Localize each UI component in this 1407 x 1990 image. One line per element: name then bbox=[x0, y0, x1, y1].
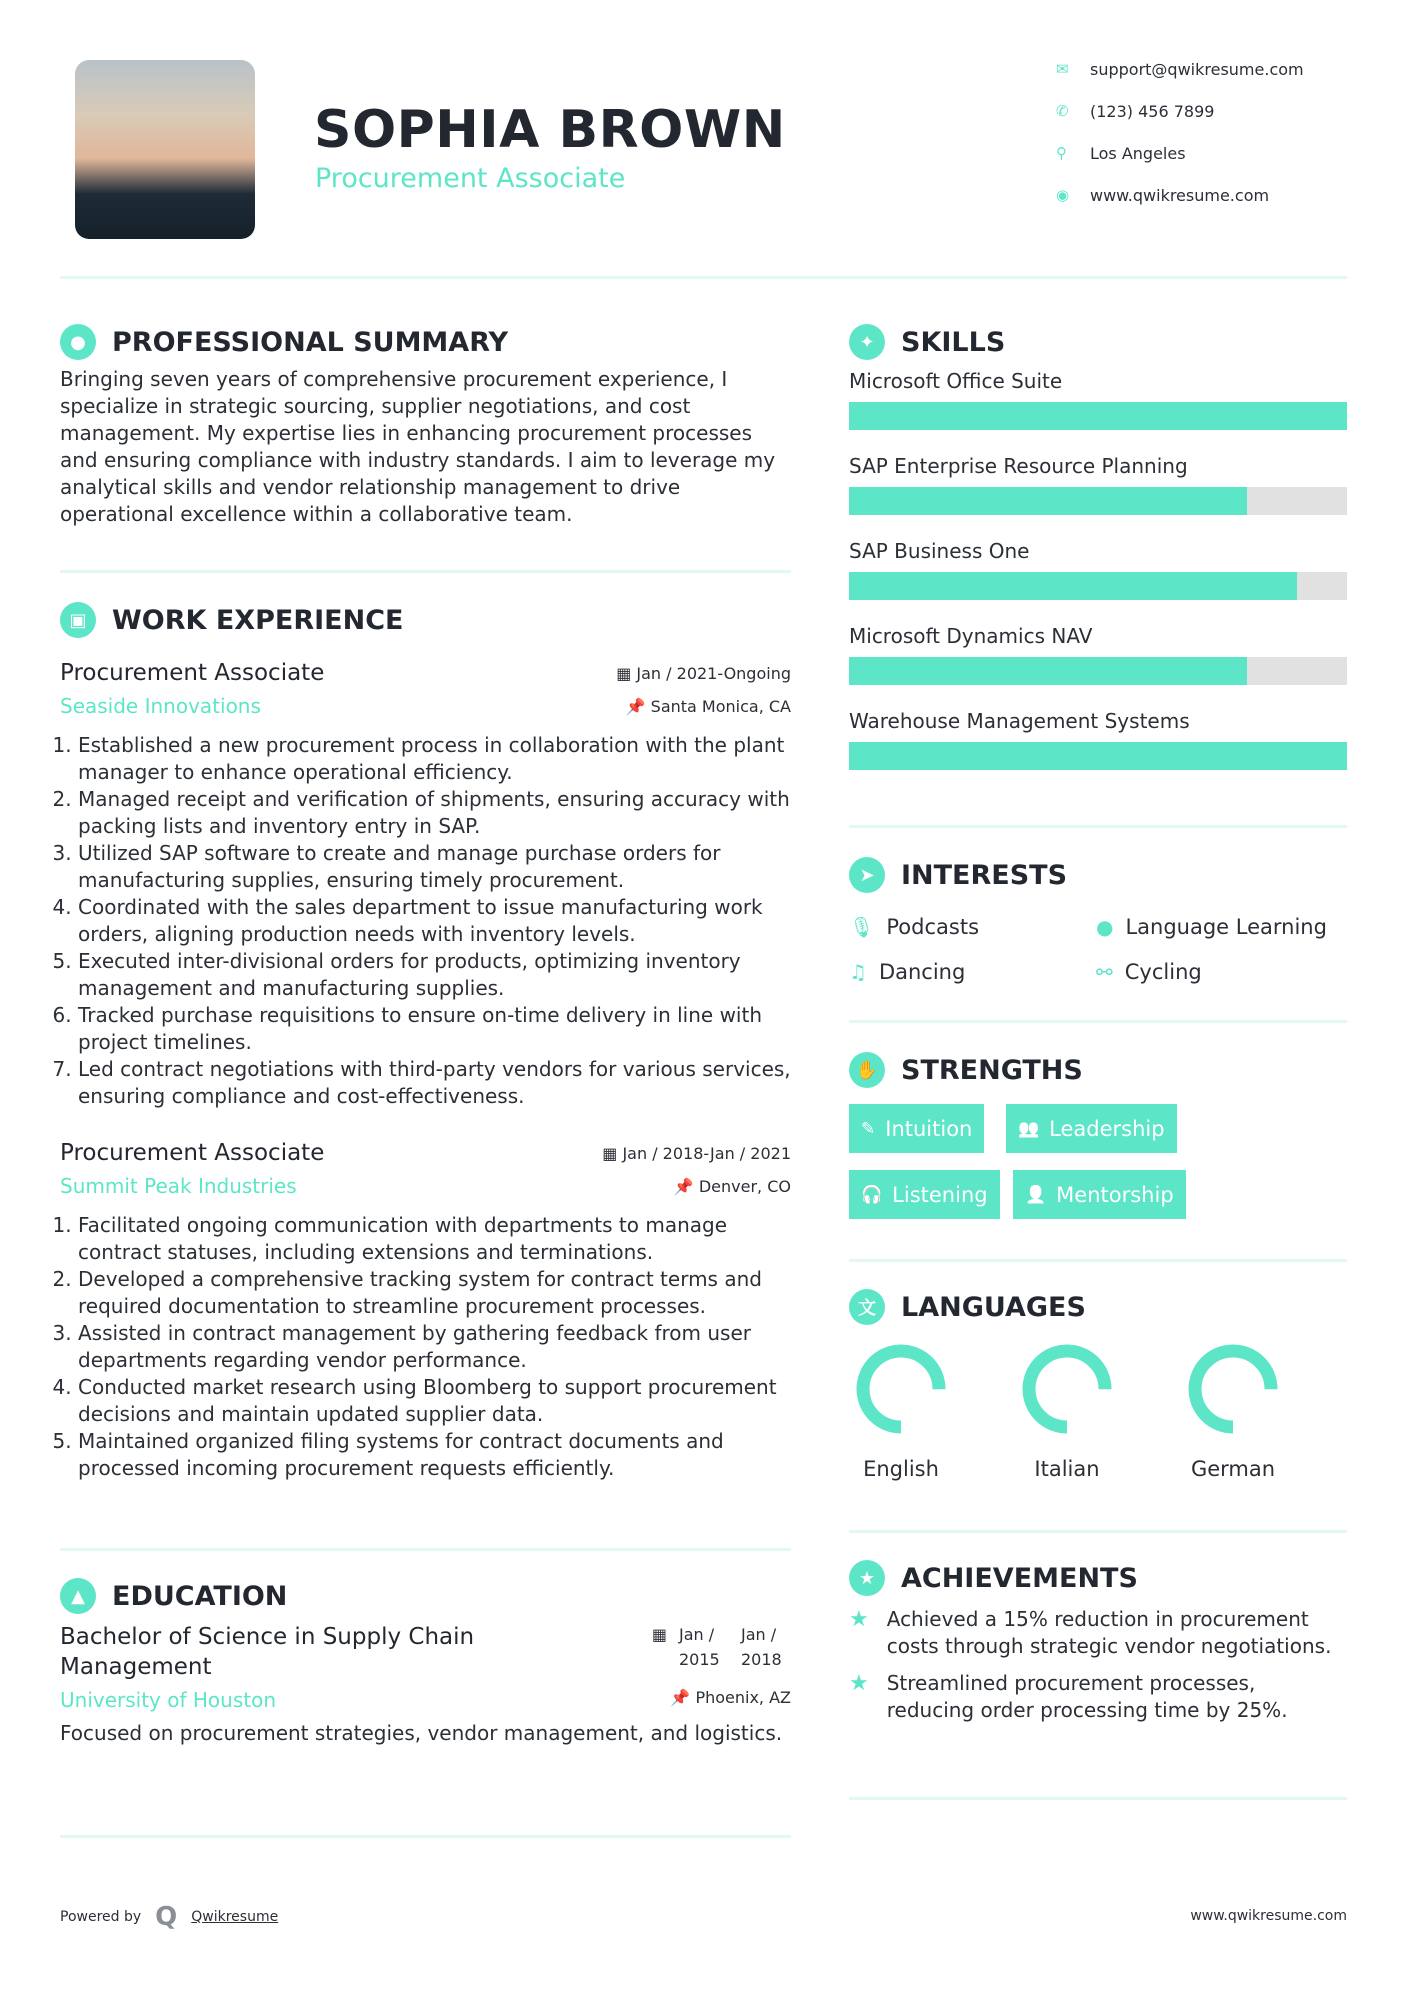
skill-item bbox=[849, 451, 1347, 515]
skill-bar bbox=[849, 402, 1347, 430]
job-location: Denver, CO bbox=[698, 1176, 791, 1196]
bicycle-icon: ⚯ bbox=[1096, 960, 1113, 984]
microphone-icon: 🎙 bbox=[849, 915, 875, 939]
company-name: Summit Peak Industries bbox=[60, 1174, 297, 1198]
languages-section bbox=[849, 1287, 1347, 1507]
skill-label: Warehouse Management Systems bbox=[849, 709, 1190, 733]
strength-label: Intuition bbox=[885, 1116, 973, 1141]
strength-chip bbox=[849, 1170, 1000, 1219]
footer-powered: Powered by Q Qwikresume bbox=[60, 1902, 279, 1932]
section-heading: PROFESSIONAL SUMMARY bbox=[112, 326, 509, 358]
duty-item: 4. Conducted market research using Bloomberg to support procurement decisions and maintain updated supplier data. bbox=[78, 1374, 791, 1428]
interests-section bbox=[849, 855, 1347, 995]
skill-item bbox=[849, 366, 1347, 430]
achievement-item bbox=[849, 1606, 1347, 1660]
language-ring bbox=[1017, 1339, 1117, 1439]
map-pin-icon: ⚲ bbox=[1056, 144, 1067, 162]
contact-website[interactable]: ◉ www.qwikresume.com bbox=[1056, 185, 1270, 205]
strengths-section bbox=[849, 1050, 1347, 1230]
divider bbox=[849, 825, 1347, 828]
duty-item: 2. Managed receipt and verification of shipments, ensuring accuracy with packing lists and inventory entry in SAP. bbox=[78, 786, 791, 840]
strength-chip bbox=[1006, 1104, 1177, 1153]
skill-bar-fill bbox=[849, 402, 1347, 430]
duty-item: 4. Coordinated with the sales department to issue manufacturing work orders, aligning production needs with inventory levels. bbox=[78, 894, 791, 948]
brand-link[interactable]: Qwikresume bbox=[191, 1909, 279, 1925]
strength-label: Listening bbox=[892, 1182, 988, 1207]
skill-item bbox=[849, 536, 1347, 600]
language-ring bbox=[851, 1339, 951, 1439]
language-label: Italian bbox=[1034, 1457, 1100, 1481]
globe-icon: ◉ bbox=[1056, 186, 1070, 204]
language-ring bbox=[1183, 1339, 1283, 1439]
interest-item bbox=[1096, 915, 1327, 939]
pin-icon: 📌 bbox=[673, 1176, 699, 1196]
duty-item: 3. Assisted in contract management by gathering feedback from user departments regarding vendor performance. bbox=[78, 1320, 791, 1374]
divider bbox=[849, 1530, 1347, 1533]
contact-email[interactable]: ✉ support@qwikresume.com bbox=[1056, 59, 1304, 79]
users-icon: 👥 bbox=[1018, 1118, 1040, 1139]
divider bbox=[60, 570, 791, 573]
skill-bar-fill bbox=[849, 572, 1297, 600]
pin-icon: 📌 bbox=[670, 1688, 696, 1707]
skill-bar bbox=[849, 742, 1347, 770]
briefcase-icon: ▣ bbox=[60, 602, 96, 638]
interest-label: Podcasts bbox=[886, 915, 980, 939]
edu-start: Jan / 2015 bbox=[679, 1625, 720, 1669]
language-label: German bbox=[1190, 1457, 1276, 1481]
envelope-icon: ✉ bbox=[1056, 60, 1069, 78]
globe-icon: ● bbox=[1096, 915, 1114, 939]
duty-item: 6. Tracked purchase requisitions to ensure on-time delivery in line with project timelines. bbox=[78, 1002, 791, 1056]
contact-list bbox=[1056, 48, 1356, 216]
duty-item: 3. Utilized SAP software to create and manage purchase orders for manufacturing supplies, ensuring timely procurement. bbox=[78, 840, 791, 894]
skill-bar bbox=[849, 657, 1347, 685]
star-icon: ★ bbox=[849, 1671, 869, 1696]
interest-item bbox=[1096, 960, 1202, 984]
summary-text: Bringing seven years of comprehensive procurement experience, I specialize in strategic sourcing, supplier negotiations, and cost management. My expertise lies in enhancing procurement processes and ensuring compliance with industry standards. I aim to leverage my analytical skills and vendor relationship management to drive operational excellence within a collaborative team. bbox=[60, 367, 776, 526]
skills-section bbox=[849, 322, 1347, 791]
language-icon: 文 bbox=[849, 1289, 885, 1325]
edu-end: Jan / 2018 bbox=[741, 1625, 782, 1669]
calendar-icon: ▦ bbox=[651, 1625, 667, 1644]
job-duties bbox=[60, 1212, 791, 1482]
achievement-text: Achieved a 15% reduction in procurement costs through strategic vendor negotiations. bbox=[886, 1607, 1332, 1658]
star-icon: ★ bbox=[849, 1607, 869, 1632]
language-ring-arc bbox=[863, 1351, 939, 1427]
experience-section bbox=[60, 600, 791, 1482]
headphones-icon: 🎧 bbox=[861, 1184, 883, 1205]
interest-item bbox=[849, 960, 965, 984]
skill-bar-fill bbox=[849, 657, 1247, 685]
phone-icon: ✆ bbox=[1056, 102, 1069, 120]
education-section bbox=[60, 1576, 791, 1747]
header-divider bbox=[60, 276, 1347, 279]
interest-label: Cycling bbox=[1124, 960, 1202, 984]
music-note-icon: ♫ bbox=[849, 960, 867, 984]
strength-label: Mentorship bbox=[1056, 1182, 1174, 1207]
degree: Bachelor of Science in Supply Chain Management bbox=[60, 1624, 475, 1680]
skill-bar-fill bbox=[849, 742, 1347, 770]
qwikresume-logo-icon: Q bbox=[155, 1902, 178, 1932]
language-ring-arc bbox=[1029, 1351, 1105, 1427]
duty-item: 1. Facilitated ongoing communication with departments to manage contract statuses, including extensions and terminations. bbox=[78, 1212, 791, 1266]
section-heading: LANGUAGES bbox=[901, 1291, 1086, 1323]
paper-plane-icon: ➤ bbox=[849, 857, 885, 893]
magic-wand-icon: ✎ bbox=[861, 1118, 876, 1139]
user-plus-icon: 👤 bbox=[1025, 1184, 1047, 1205]
skill-label: SAP Business One bbox=[849, 539, 1030, 563]
star-icon: ★ bbox=[849, 1560, 885, 1596]
section-heading: INTERESTS bbox=[901, 859, 1068, 891]
skill-label: Microsoft Office Suite bbox=[849, 369, 1063, 393]
job-title: Procurement Associate bbox=[60, 1140, 325, 1166]
divider bbox=[60, 1548, 791, 1551]
candidate-title: Procurement Associate bbox=[315, 163, 626, 194]
education-text: Focused on procurement strategies, vendor management, and logistics. bbox=[60, 1721, 783, 1745]
skill-item bbox=[849, 706, 1347, 770]
lightbulb-icon: ✦ bbox=[849, 324, 885, 360]
duty-item: 7. Led contract negotiations with third-party vendors for various services, ensuring compliance and cost-effectiveness. bbox=[78, 1056, 791, 1110]
job-date: Jan / 2021-Ongoing bbox=[636, 663, 791, 683]
strength-label: Leadership bbox=[1049, 1116, 1165, 1141]
section-heading: WORK EXPERIENCE bbox=[112, 604, 404, 636]
duty-item: 1. Established a new procurement process in collaboration with the plant manager to enhance operational efficiency. bbox=[78, 732, 791, 786]
section-heading: STRENGTHS bbox=[901, 1054, 1083, 1086]
graduation-icon: ▲ bbox=[60, 1578, 96, 1614]
footer-site[interactable]: www.qwikresume.com bbox=[1190, 1908, 1347, 1924]
duty-item: 5. Maintained organized filing systems for contract documents and processed incoming procurement requests efficiently. bbox=[78, 1428, 791, 1482]
summary-section bbox=[60, 322, 791, 528]
section-heading: ACHIEVEMENTS bbox=[901, 1562, 1138, 1594]
interest-item bbox=[849, 915, 979, 939]
section-heading: SKILLS bbox=[901, 326, 1006, 358]
pin-icon: 📌 bbox=[625, 696, 651, 716]
divider bbox=[849, 1259, 1347, 1262]
hand-icon: ✋ bbox=[849, 1052, 885, 1088]
strength-chip bbox=[1013, 1170, 1186, 1219]
job-entry bbox=[60, 660, 791, 1110]
section-heading: EDUCATION bbox=[112, 1580, 288, 1612]
job-date: Jan / 2018-Jan / 2021 bbox=[622, 1143, 791, 1163]
divider bbox=[849, 1020, 1347, 1023]
job-location: Santa Monica, CA bbox=[650, 696, 791, 716]
language-ring-arc bbox=[1195, 1351, 1271, 1427]
duty-item: 5. Executed inter-divisional orders for products, optimizing inventory management and manufacturing supplies. bbox=[78, 948, 791, 1002]
divider bbox=[849, 1797, 1347, 1800]
skill-label: SAP Enterprise Resource Planning bbox=[849, 454, 1188, 478]
skill-item bbox=[849, 621, 1347, 685]
user-icon: ● bbox=[60, 324, 96, 360]
school: University of Houston bbox=[60, 1688, 277, 1712]
duty-item: 2. Developed a comprehensive tracking system for contract terms and required documentation to streamline procurement processes. bbox=[78, 1266, 791, 1320]
divider bbox=[60, 1835, 791, 1838]
skill-label: Microsoft Dynamics NAV bbox=[849, 624, 1093, 648]
job-title: Procurement Associate bbox=[60, 660, 325, 686]
contact-phone[interactable]: ✆ (123) 456 7899 bbox=[1056, 101, 1215, 121]
candidate-name: SOPHIA BROWN bbox=[314, 100, 786, 160]
contact-location: ⚲ Los Angeles bbox=[1056, 143, 1186, 163]
skill-bar bbox=[849, 572, 1347, 600]
calendar-icon: ▦ bbox=[602, 1143, 623, 1163]
skill-bar bbox=[849, 487, 1347, 515]
strength-chip bbox=[849, 1104, 984, 1153]
interest-label: Dancing bbox=[878, 960, 966, 984]
interest-label: Language Learning bbox=[1125, 915, 1327, 939]
calendar-icon: ▦ bbox=[616, 663, 637, 683]
edu-location: Phoenix, AZ bbox=[695, 1688, 791, 1707]
achievements-section bbox=[849, 1558, 1347, 1734]
company-name: Seaside Innovations bbox=[60, 694, 261, 718]
achievement-item bbox=[849, 1670, 1347, 1724]
skill-bar-fill bbox=[849, 487, 1247, 515]
job-duties bbox=[60, 732, 791, 1110]
job-entry bbox=[60, 1140, 791, 1482]
language-label: English bbox=[863, 1457, 939, 1481]
achievement-text: Streamlined procurement processes, reducing order processing time by 25%. bbox=[886, 1671, 1288, 1722]
profile-photo bbox=[75, 60, 255, 239]
